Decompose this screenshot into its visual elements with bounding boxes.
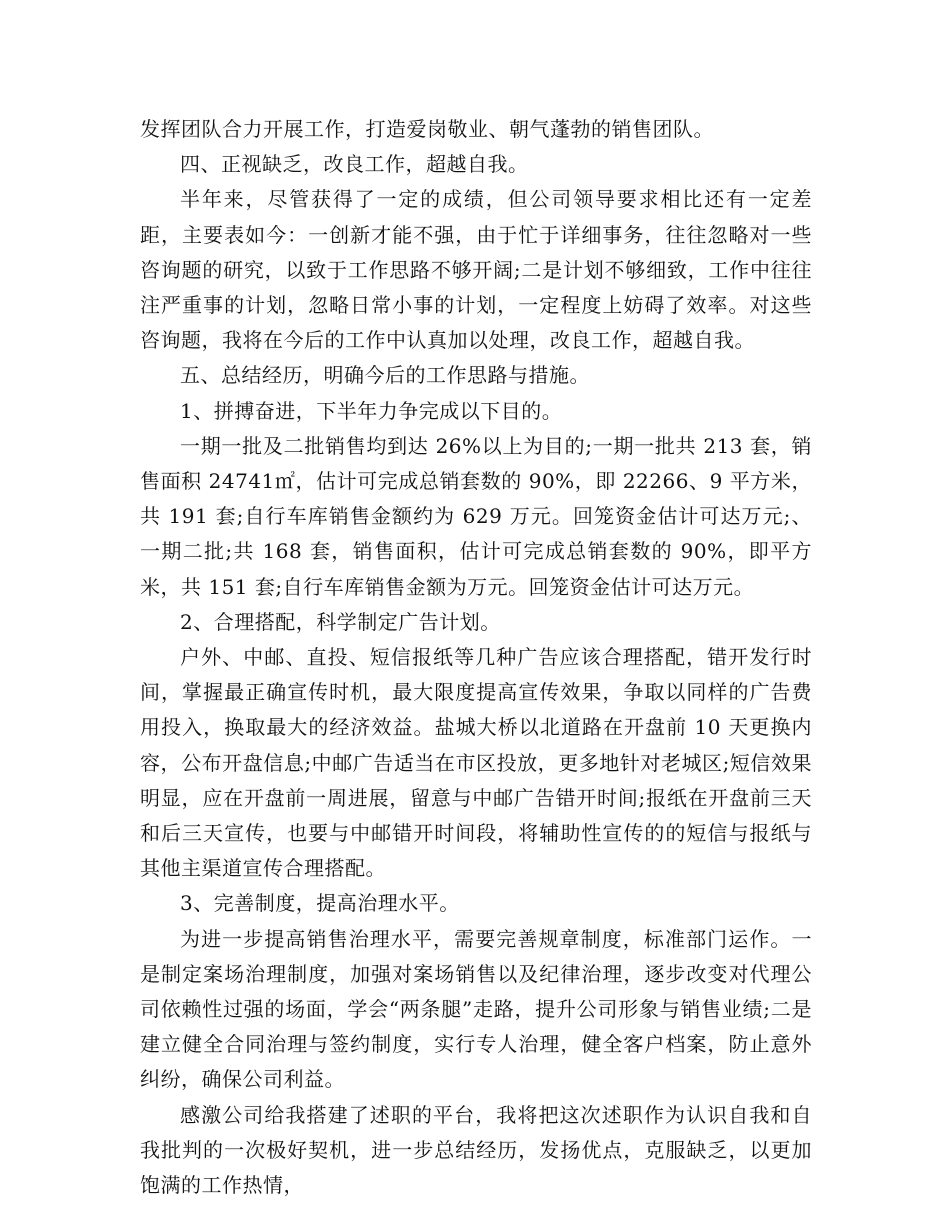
heading-goal-three: 3、完善制度，提高治理水平。 [180, 891, 460, 916]
paragraph-closing: 感激公司给我搭建了述职的平台，我将把这次述职作为认识自我和自我批判的一次极好契机，进一步总结经历，发扬优点，克服缺乏，以更加饱满的工作热情， [140, 1102, 812, 1198]
document-page [140, 112, 812, 1203]
heading-goal-one: 1、拼搏奋进，下半年力争完成以下目的。 [180, 398, 563, 423]
paragraph-shortcomings: 半年来，尽管获得了一定的成绩，但公司领导要求相比还有一定差距，主要表如今：一创新才能不强，由于忙于详细事务，往往忽略对一些咨询题的研究，以致于工作思路不够开阔;二是计划不够细致，工作中往往注严重事的计划，忽略日常小事的计划，一定程度上妨碍了效率。对这些咨询题，我将在今后的工作中认真加以处理，改良工作，超越自我。 [140, 187, 812, 353]
paragraph-advertising-plan: 户外、中邮、直投、短信报纸等几种广告应该合理搭配，错开发行时间，掌握最正确宣传时机，最大限度提高宣传效果，争取以同样的广告费用投入，换取最大的经济效益。盐城大桥以北道路在开盘前 10 天更换内容，公布开盘信息;中邮广告适当在市区投放，更多地针对老城区;短信效果明显，应在开盘前一周进展，留意与中邮广告错开时间;报纸在开盘前三天和后三天宣传，也要与中邮错开时间段，将辅助性宣传的的短信与报纸与其他主渠道宣传合理搭配。 [140, 645, 812, 881]
paragraph-management-system: 为进一步提高销售治理水平，需要完善规章制度，标准部门运作。一是制定案场治理制度，加强对案场销售以及纪律治理，逐步改变对代理公司依赖性过强的场面，学会“两条腿”走路，提升公司形象与销售业绩;二是建立健全合同治理与签约制度，实行专人治理，健全客户档案，防止意外纠纷，确保公司利益。 [140, 926, 812, 1092]
paragraph-sales-targets: 一期一批及二批销售均到达 26%以上为目的;一期一批共 213 套，销售面积 24741㎡，估计可完成总销套数的 90%，即 22266、9 平方米，共 191 套;自行车库销售金额约为 629 万元。回笼资金估计可达万元;、一期二批;共 168 套，销售面积，估计可完成总销套数的 90%，即平方米，共 151 套;自行车库销售金额为万元。回笼资金估计可达万元。 [140, 433, 812, 599]
heading-goal-two: 2、合理搭配，科学制定广告计划。 [180, 609, 501, 634]
heading-section-four: 四、正视缺乏，改良工作，超越自我。 [180, 152, 529, 177]
heading-section-five: 五、总结经历，明确今后的工作思路与措施。 [180, 363, 590, 388]
paragraph-team-continuation: 发挥团队合力开展工作，打造爱岗敬业、朝气蓬勃的销售团队。 [140, 117, 714, 141]
